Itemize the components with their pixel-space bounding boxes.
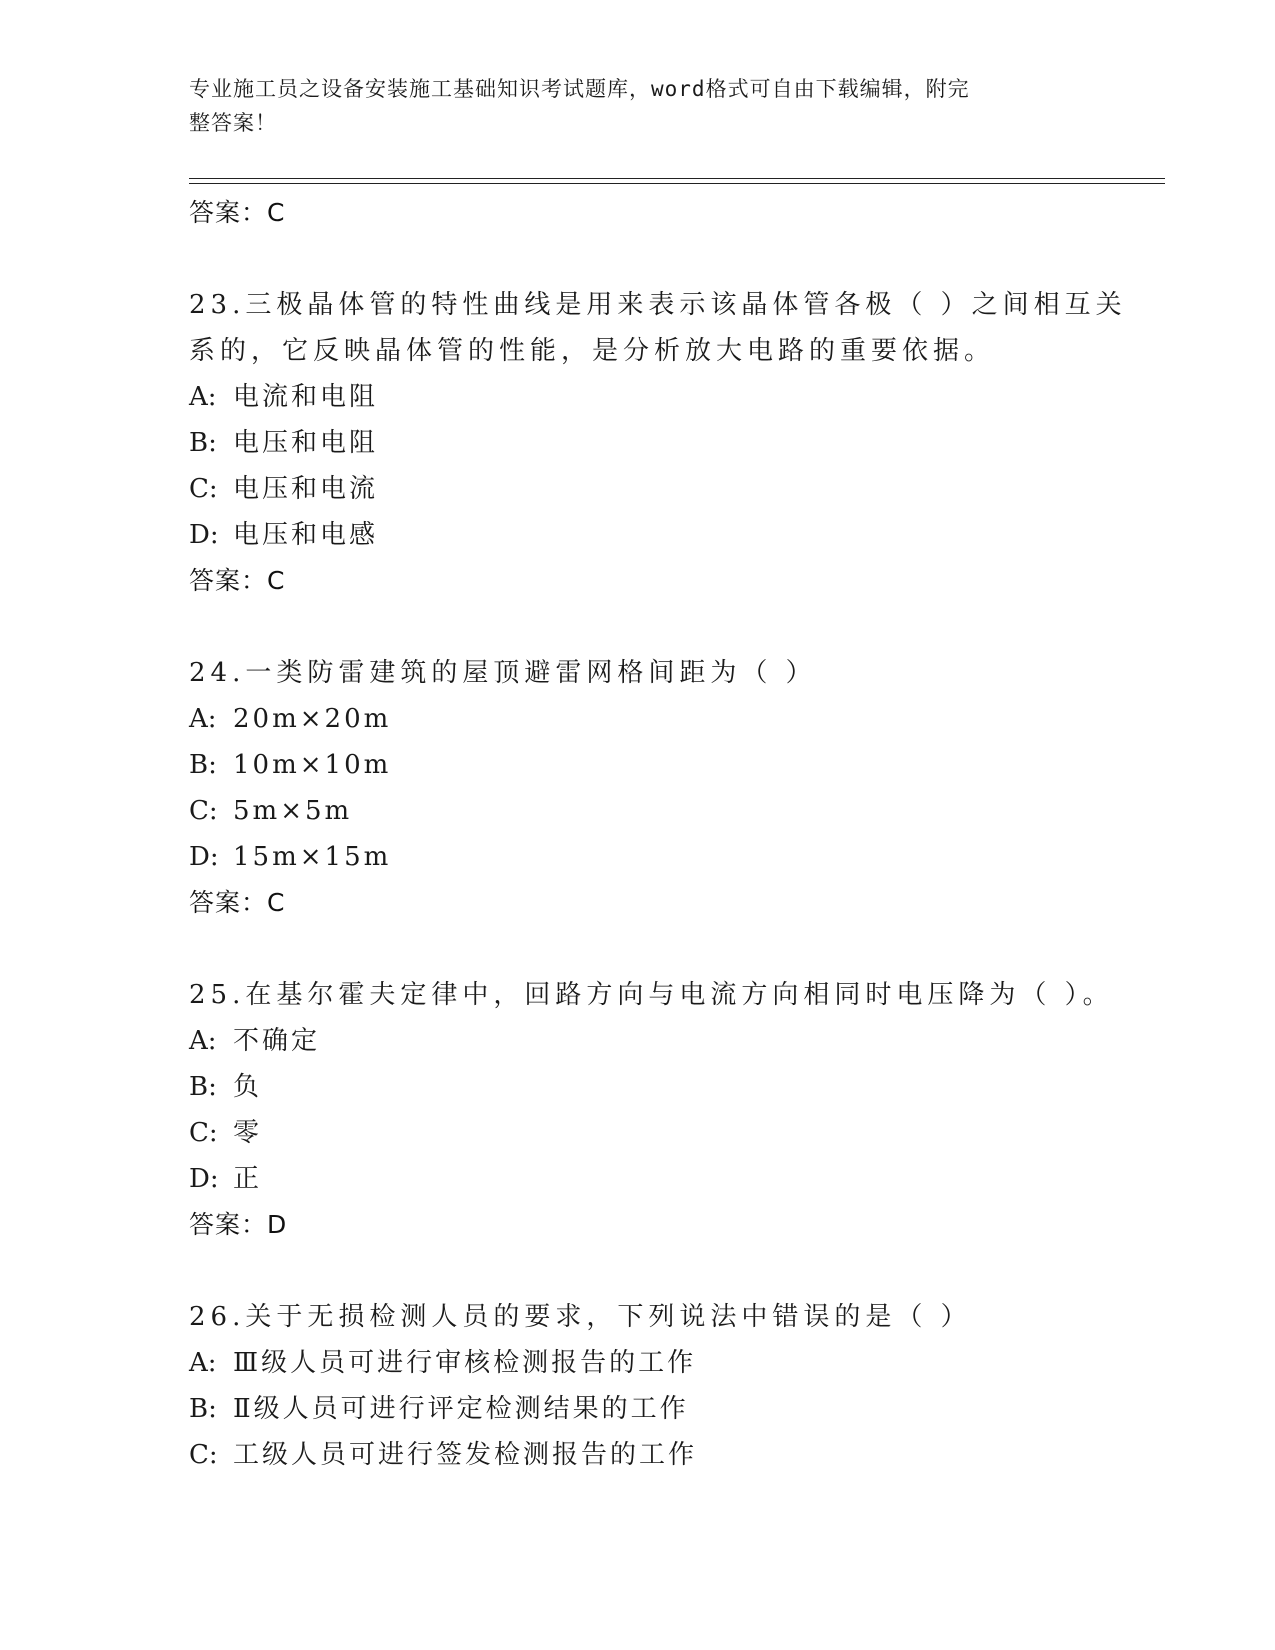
document-header [189,72,1089,140]
option-text: 电压和电感 [233,520,379,550]
option-c [189,466,1129,512]
option-letter: C: [189,1118,218,1148]
option-letter: D: [189,520,219,550]
option-letter: D: [189,842,219,872]
option-letter: A: [189,704,217,734]
question-block-23 [189,282,1129,604]
option-a [189,696,1129,742]
option-text: 工级人员可进行签发检测报告的工作 [233,1440,698,1470]
option-text: Ⅱ级人员可进行评定检测结果的工作 [233,1394,689,1424]
option-letter: B: [189,750,217,780]
option-b [189,1064,1129,1110]
option-letter: B: [189,1072,217,1102]
answer-value: C [267,888,286,917]
option-text: 负 [233,1072,263,1102]
option-d [189,512,1129,558]
header-line-1: 专业施工员之设备安装施工基础知识考试题库，word格式可自由下载编辑，附完 [189,77,970,101]
answer-line-prev [189,190,1129,236]
option-c [189,788,1129,834]
question-block-25 [189,972,1129,1248]
question-block-26 [189,1294,1129,1478]
answer-value: D [267,1210,288,1239]
option-letter: A: [189,1026,217,1056]
option-text: 电流和电阻 [233,382,379,412]
option-letter: C: [189,1440,218,1470]
option-letter: B: [189,1394,217,1424]
option-text: 15m×15m [233,842,392,872]
option-text: 电压和电流 [233,474,379,504]
option-text: 10m×10m [233,750,392,780]
question-stem: 25.在基尔霍夫定律中，回路方向与电流方向相同时电压降为（ ）。 [189,980,1114,1010]
option-letter: C: [189,796,218,826]
option-text: 不确定 [233,1026,321,1056]
question-stem: 23.三极晶体管的特性曲线是用来表示该晶体管各极（ ）之间相互关系的，它反映晶体管的性能，是分析放大电路的重要依据。 [189,290,1127,366]
question-block-24 [189,650,1129,926]
answer-line [189,880,1129,926]
question-stem: 24.一类防雷建筑的屋顶避雷网格间距为（ ） [189,658,817,688]
header-divider-bottom [189,183,1165,184]
header-divider-top [189,178,1165,179]
header-line-2: 整答案！ [189,111,277,135]
answer-label: 答案： [189,1210,268,1239]
question-list [189,190,1129,1478]
option-text: 20m×20m [233,704,392,734]
option-c [189,1110,1129,1156]
option-text: 5m×5m [233,796,353,826]
option-b [189,742,1129,788]
option-c [189,1432,1129,1478]
option-a [189,1018,1129,1064]
answer-label: 答案： [189,888,268,917]
option-letter: A: [189,1348,217,1378]
option-letter: C: [189,474,218,504]
option-letter: A: [189,382,217,412]
option-letter: D: [189,1164,219,1194]
option-letter: B: [189,428,217,458]
option-b [189,420,1129,466]
answer-label: 答案： [189,198,268,227]
option-text: 正 [233,1164,263,1194]
option-a [189,1340,1129,1386]
option-b [189,1386,1129,1432]
option-d [189,1156,1129,1202]
answer-label: 答案： [189,566,268,595]
option-a [189,374,1129,420]
option-text: 电压和电阻 [233,428,379,458]
question-stem: 26.关于无损检测人员的要求，下列说法中错误的是（ ） [189,1302,972,1332]
option-text: Ⅲ级人员可进行审核检测报告的工作 [233,1348,697,1378]
option-d [189,834,1129,880]
answer-line [189,558,1129,604]
answer-value: C [267,566,286,595]
option-text: 零 [233,1118,263,1148]
answer-line [189,1202,1129,1248]
answer-value: C [267,198,286,227]
